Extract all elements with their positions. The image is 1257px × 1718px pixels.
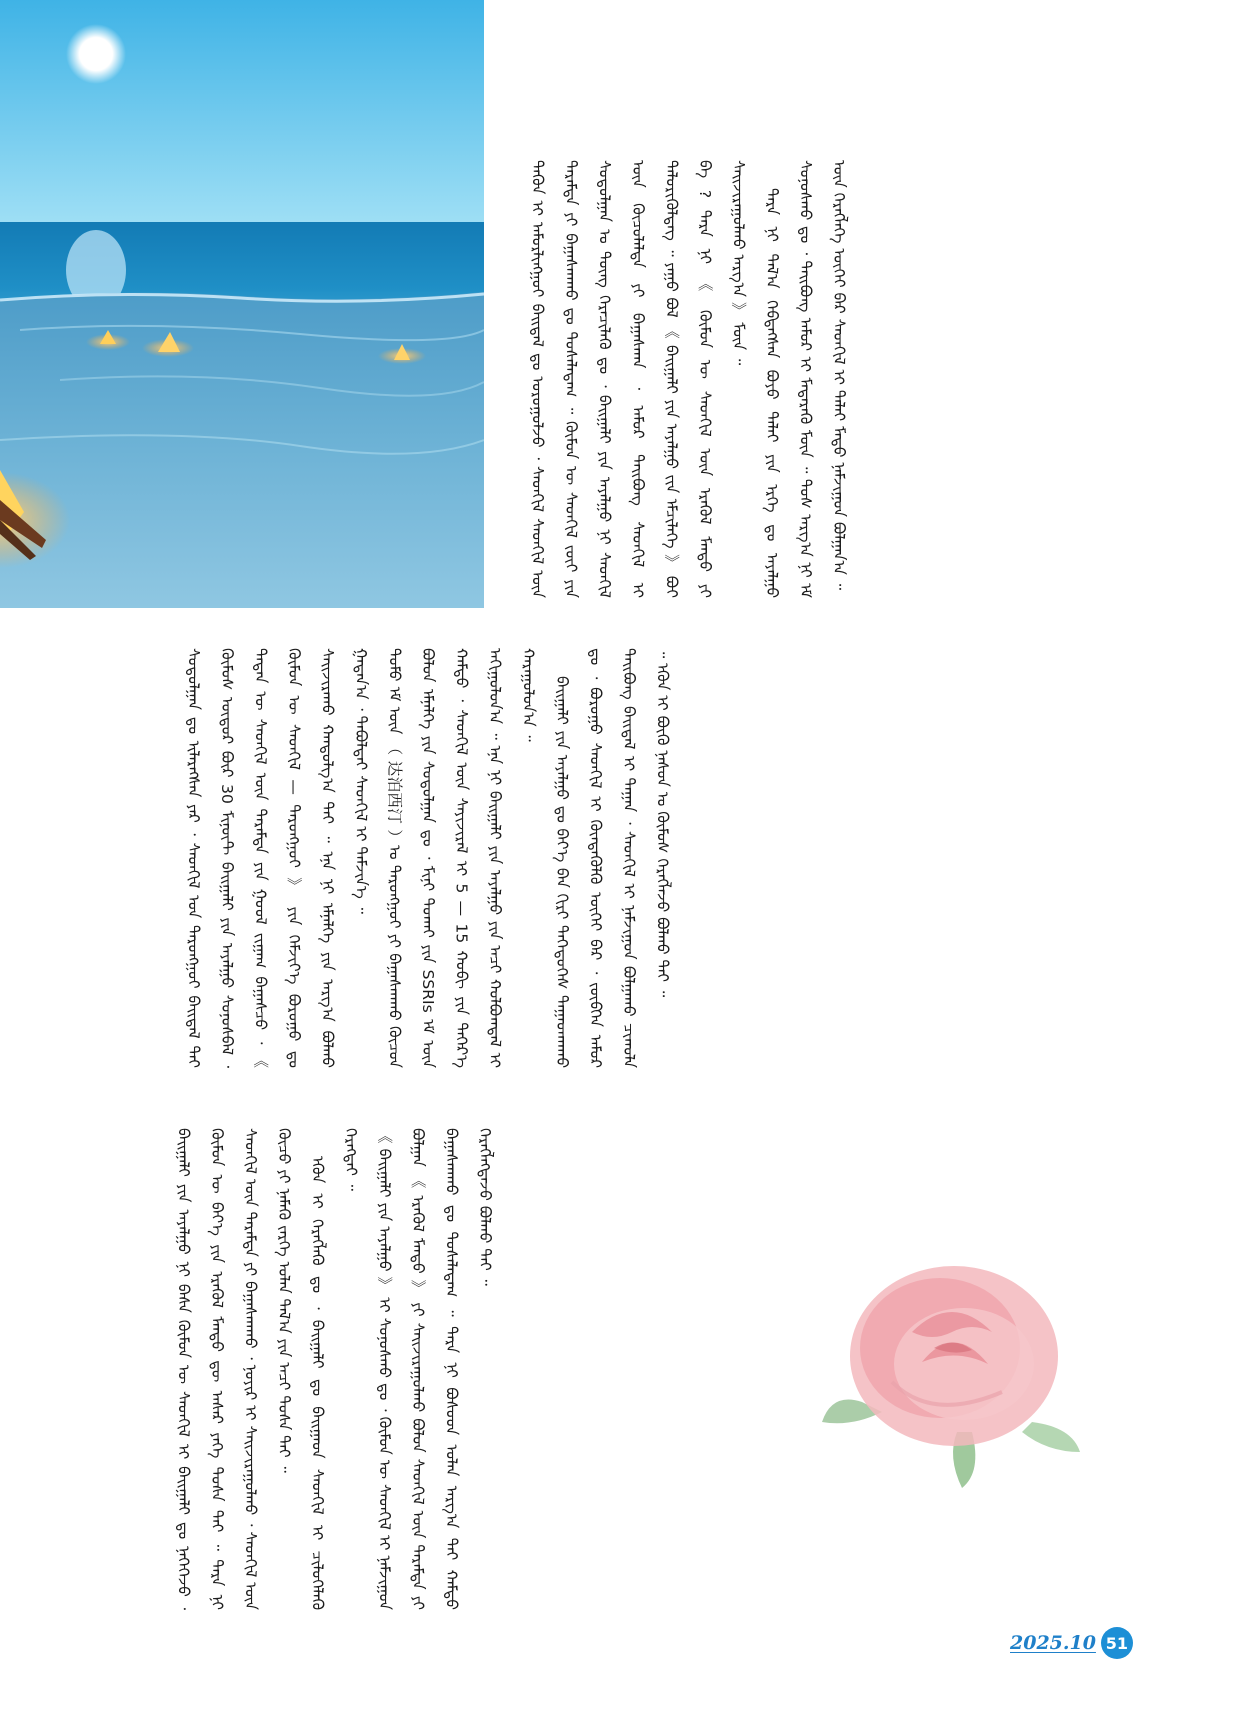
- page-number-badge: 51: [1101, 1627, 1133, 1659]
- article-column-upper-right: [520, 160, 1080, 598]
- paragraph: ᠲᠡᠭᠦᠨ ᠢ ᠠᠮᠤᠷᠯᠢᠩᠭᠤᠢ ᠪᠠᠢᠳᠠᠯ ᠳᠤ ᠣᠷᠤᠭᠤᠯᠵᠤ ᠂ ᠰᠡᠳᠬᠢᠯ ᠰᠡᠳᠬᠢᠯ ᠦᠨ ᠳᠠᠷᠠᠮᠲᠠ ᠶᠢ ᠪᠠᠭᠠᠰᠬᠠᠬᠤ ᠳᠤ ᠲᠤᠰᠠᠯᠠᠳᠠᠭ ᠃ ᠬᠦᠮᠦᠨ ᠦ ᠰᠡᠳᠬᠢᠯ ᠵᠦᠢ ᠶᠢᠨ ᠰᠤᠳᠤᠯᠭᠠᠨ ᠤ ᠳᠦᠩ ᠭᠡᠷᠡᠴᠢᠯᠡᠬᠦ ᠳᠤ ᠂ ᠪᠠᠢᠭᠠᠯᠢ ᠶᠢᠨ ᠠᠶᠠᠯᠭᠤ ᠨᠢ ᠰᠡᠳᠬᠢᠯ ᠦᠨ ᠬᠦᠴᠦᠯᠡᠯᠲᠡ ᠶᠢ ᠪᠠᠭᠠᠰᠬᠠᠨ ᠂ ᠠᠮᠤᠷ ᠲᠠᠢᠪᠤᠩ ᠰᠡᠳᠬᠢᠯ ᠢ ᠲᠡᠯᠦᠷᠢᠭᠦᠯᠳᠡᠭ ᠃ ᠶᠠᠭᠤ ᠪᠣᠯ 《 ᠪᠠᠢᠭᠠᠯᠢ ᠶᠢᠨ ᠠᠶᠠᠯᠭᠤ ᠵᠢᠨ ᠡᠮᠴᠢᠯᠡᠭᠡ 》 ᠪᠤᠢ ᠪᠡ ? ᠲᠡᠷᠡ ᠨᠢ 《 ᠬᠦᠮᠦᠨ ᠦ ᠰᠡᠳᠬᠢᠯ ᠦᠨ ᠡᠷᠡᠬᠦᠯ ᠮᠡᠨᠳᠦ ᠶᠢ ᠰᠠᠢᠵᠢᠷᠠᠭᠤᠯᠬᠤ ᠠᠷᠭ᠎ᠠ 》 ᠮᠥᠨ ᠃: [528, 160, 748, 598]
- paragraph: ᠲᠣᠮᠣ ᠡᠮ ᠦᠨ （ 达泊西汀 ）ᠤ ᠳᠠᠷᠤᠩᠭᠤᠢ ᠶᠢ ᠪᠠᠭᠠᠰᠬᠠᠬᠤ ᠬᠦᠴᠦᠨ ᠪᠣᠯᠤᠨ ᠡᠮᠨᠡᠯᠭᠡ ᠶᠢᠨ ᠰᠤᠳᠤᠯᠭᠠᠨ ᠳᠤ ᠂ ᠮᠢᠨᠢ ᠲᠤᠬᠠᠢ ᠶᠢᠨ SSRIs ᠡᠮ ᠦᠨ ᠬᠠᠮᠲᠤ ᠂ ᠰᠡᠳᠬᠢᠯ ᠦᠨ ᠰᠠᠶᠢᠵᠢᠷᠠᠯ ᠢ 5 — 15 ᠬᠤᠪᠢ ᠶᠢᠨ ᠳᠡᠭᠡᠷ᠎ᠡ ᠠᠬᠢᠭᠤᠯᠤᠨ᠎ᠠ ᠃ ᠡᠨᠡ ᠨᠢ ᠪᠠᠢᠭᠠᠯᠢ ᠶᠢᠨ ᠠᠶᠠᠯᠭᠤ ᠶᠢᠨ ᠠᠴᠢ ᠬᠣᠯᠪᠣᠭᠳᠠᠯ ᠢ ᠬᠠᠷᠠᠭᠤᠯᠤᠨ᠎ᠠ ᠃: [385, 648, 538, 1068]
- page-footer: [1010, 1626, 1133, 1660]
- paragraph: ᠪᠠᠢᠭᠠᠯᠢ ᠶᠢᠨ ᠠᠶᠠᠯᠭᠤ ᠳᠤ ᠪᠡᠶ᠎ᠡ ᠪᠡᠨ ᠬᠢᠷᠢ ᠲᠡᠭᠡᠳᠦᠭᠡᠰ ᠳᠠᠭᠠᠳᠬᠠᠬᠤ ᠳᠤ ᠂ ᠪᠤᠷᠤᠭᠤ ᠰᠡᠳᠬᠢᠯ ᠢ ᠬᠥᠨᠳᠡᠭᠦᠯᠬᠦ ᠦᠭᠡᠢ ᠪᠡᠷ ᠂ ᠵᠥᠪᠬᠡᠨ ᠠᠮᠤᠷ ᠲᠠᠢᠪᠤᠩ ᠪᠠᠢᠳᠠᠯ ᠢ ᠳᠠᠭᠠᠨ ᠂ ᠰᠡᠳᠬᠢᠯ ᠢ ᠨᠠᠮᠵᠢᠭᠤᠨ ᠪᠣᠯᠭᠠᠬᠤ ᠴᠢᠬᠤᠯᠠ ᠃ ᠡᠭᠦᠨ ᠢ ᠪᠦᠬᠦ ᠨᠠᠰᠤᠨ ᠤ ᠬᠦᠮᠦᠰ ᠬᠡᠷᠡᠭᠯᠡᠵᠦ ᠪᠣᠯᠬᠤ ᠲᠠᠢ ᠃: [553, 648, 672, 1068]
- paragraph: ᠡᠭᠦᠨ ᠢ ᠬᠡᠷᠡᠭᠯᠡᠬᠦ ᠳᠤ ᠂ ᠪᠠᠢᠭᠠᠯᠢ ᠳᠤ ᠪᠠᠢᠭᠠᠳ ᠰᠡᠳᠬᠢᠯ ᠢ ᠴᠢᠯᠦᠭᠡᠯᠡᠬᠦ ᠬᠡᠷᠡᠭᠲᠡᠢ ᠃: [308, 1128, 360, 1610]
- article-column-lower: [166, 1128, 766, 1610]
- paragraph: ᠰᠤᠳᠤᠯᠭᠠᠨ ᠳᠤ ᠢᠯᠡᠷᠡᠭᠰᠡᠨ ᠶᠠᠷ ᠂ ᠰᠡᠳᠬᠢᠯ ᠤᠨ ᠳᠠᠷᠤᠩᠭᠤᠢ ᠪᠠᠢᠳᠠᠯ ᠲᠠᠢ ᠬᠦᠮᠦᠰ ᠦᠳᠦᠷ ᠪᠦᠷ 30 ᠮᠢᠨᠦ᠋ᠲ ᠪᠠᠢᠭᠠᠯᠢ ᠶᠢᠨ ᠠᠶᠠᠯᠭᠤ ᠰᠣᠨᠣᠰᠪᠠᠯ ᠂ ᠲᠡᠳᠡᠨ ᠦ ᠰᠡᠳᠬᠢᠯ ᠦᠨ ᠳᠠᠷᠠᠮᠲᠠ ᠶᠢᠨ ᠭᠣᠣᠯ ᠵᠢᠭᠠᠭ ᠪᠠᠭᠠᠰᠴᠤ ᠂ 《 ᠬᠦᠮᠦᠨ ᠦ ᠰᠡᠳᠬᠢᠯ — ᠳᠠᠷᠤᠩᠭᠤᠢ 》 ᠶᠢᠨ ᠬᠡᠮᠵᠢᠶ᠎ᠡ ᠪᠤᠷᠤᠭᠤ ᠳᠤ ᠰᠠᠢᠵᠢᠷᠠᠬᠤ ᠬᠠᠨᠳᠤᠯᠭ᠎ᠠ ᠲᠠᠢ ᠃ ᠡᠨᠡ ᠨᠢ ᠡᠮᠨᠡᠯᠭᠡ ᠶᠢᠨ ᠠᠷᠭ᠎ᠠ ᠪᠣᠯᠬᠤ ᠭᠠᠳᠠᠨ᠎ᠠ ᠂ ᠳᠠᠪᠤᠯᠲᠠᠢ ᠰᠡᠳᠬᠢᠯ ᠢ ᠳᠡᠮᠵᠢᠨ᠎ᠡ ᠃: [184, 648, 370, 1068]
- paragraph: 《 ᠪᠠᠢᠭᠠᠯᠢ ᠶᠢᠨ ᠠᠶᠠᠯᠭᠤ 》 ᠢ ᠰᠣᠨᠣᠰᠬᠤ ᠳᠤ ᠂ ᠬᠦᠮᠦᠨ ᠦ ᠰᠡᠳᠬᠢᠯ ᠢ ᠨᠠᠮᠵᠢᠭᠤᠨ ᠪᠣᠯᠭᠠᠨ 《 ᠡᠷᠡᠬᠦᠯ ᠮᠡᠨᠳᠦ 》 ᠶᠢ ᠰᠠᠢᠵᠢᠷᠠᠭᠤᠯᠬᠤ ᠪᠤᠯᠤᠨ ᠰᠡᠳᠬᠢᠯ ᠦᠨ ᠳᠠᠷᠠᠮᠲᠠ ᠶᠢ ᠪᠠᠭᠠᠰᠬᠠᠬᠤ ᠳᠤ ᠲᠤᠰᠠᠯᠠᠳᠠᠭ ᠃ ᠲᠡᠷᠡ ᠨᠢ ᠪᠤᠰᠤᠳ ᠣᠯᠠᠨ ᠠᠷᠭ᠎ᠠ ᠲᠠᠢ ᠬᠠᠮᠲᠤ ᠬᠡᠷᠡᠭᠯᠡᠭᠳᠡᠵᠦ ᠪᠣᠯᠬᠤ ᠲᠠᠢ ᠃: [375, 1128, 494, 1610]
- beach-photo: [0, 0, 484, 608]
- rose-illustration: [822, 1252, 1084, 1488]
- paragraph: ᠪᠠᠢᠭᠠᠯᠢ ᠶᠢᠨ ᠠᠶᠠᠯᠭᠤ ᠨᠢ ᠪᠠᠰᠠ ᠬᠦᠮᠦᠨ ᠦ ᠰᠡᠳᠬᠢᠯ ᠢ ᠪᠠᠢᠭᠠᠯᠢ ᠳᠤ ᠨᠡᠭᠡᠭᠡᠵᠦ ᠂ ᠬᠦᠮᠦᠨ ᠦ ᠪᠡᠶ᠎ᠡ ᠶᠢᠨ ᠡᠷᠡᠬᠦᠯ ᠮᠡᠨᠳᠦ ᠳᠦ ᠠᠰᠠᠷ ᠶᠡᠬᠡ ᠲᠤᠰᠠ ᠲᠠᠢ ᠃ ᠲᠡᠷᠡ ᠨᠢ ᠰᠡᠳᠬᠢᠯ ᠦᠨ ᠳᠠᠷᠠᠮᠲᠠ ᠶᠢ ᠪᠠᠭᠠᠰᠬᠠᠬᠤ ᠂ ᠨᠣᠶᠢᠷ ᠢ ᠰᠠᠢᠵᠢᠷᠠᠭᠤᠯᠬᠤ ᠂ ᠰᠡᠳᠬᠢᠯ ᠦᠨ ᠬᠦᠴᠦ ᠶᠢ ᠨᠡᠮᠡᠬᠦ ᠵᠡᠷᠭᠡ ᠣᠯᠠᠨ ᠲᠠᠯ᠎ᠠ ᠶᠢᠨ ᠠᠴᠢ ᠲᠤᠰᠠ ᠲᠠᠢ ᠃: [174, 1128, 293, 1610]
- issue-date: 2025.10: [1010, 1632, 1096, 1654]
- paragraph: ᠲᠡᠷᠡ ᠨᠢ ᠲᠠᠯ᠎ᠠ ᠬᠡᠪᠲᠡᠭᠰᠡᠨ ᠪᠤᠶᠤ ᠳᠠᠯᠠᠢ ᠶᠢᠨ ᠡᠷᠭᠡ ᠳᠤ ᠠᠶᠠᠯᠭᠤ ᠰᠣᠨᠣᠰᠬᠤ ᠳᠤ ᠂ ᠲᠠᠢᠪᠤᠩ ᠠᠮᠤᠷ ᠢ ᠮᠡᠳᠡᠷᠡᠬᠦ ᠮᠥᠨ ᠃ ᠲᠤᠰ ᠠᠷᠭ᠎ᠠ ᠨᠢ ᠡᠮ ᠦᠨ ᠬᠡᠷᠡᠭᠯᠡᠭᠡ ᠦᠭᠡᠢ ᠪᠡᠷ ᠰᠡᠳᠬᠢᠯ ᠢ ᠳᠠᠯᠠᠢ ᠮᠡᠲᠦ ᠨᠠᠮᠵᠢᠭᠤᠨ ᠪᠣᠯᠭᠠᠨ᠎ᠠ ᠃: [763, 160, 848, 598]
- article-column-middle: [176, 648, 1072, 1068]
